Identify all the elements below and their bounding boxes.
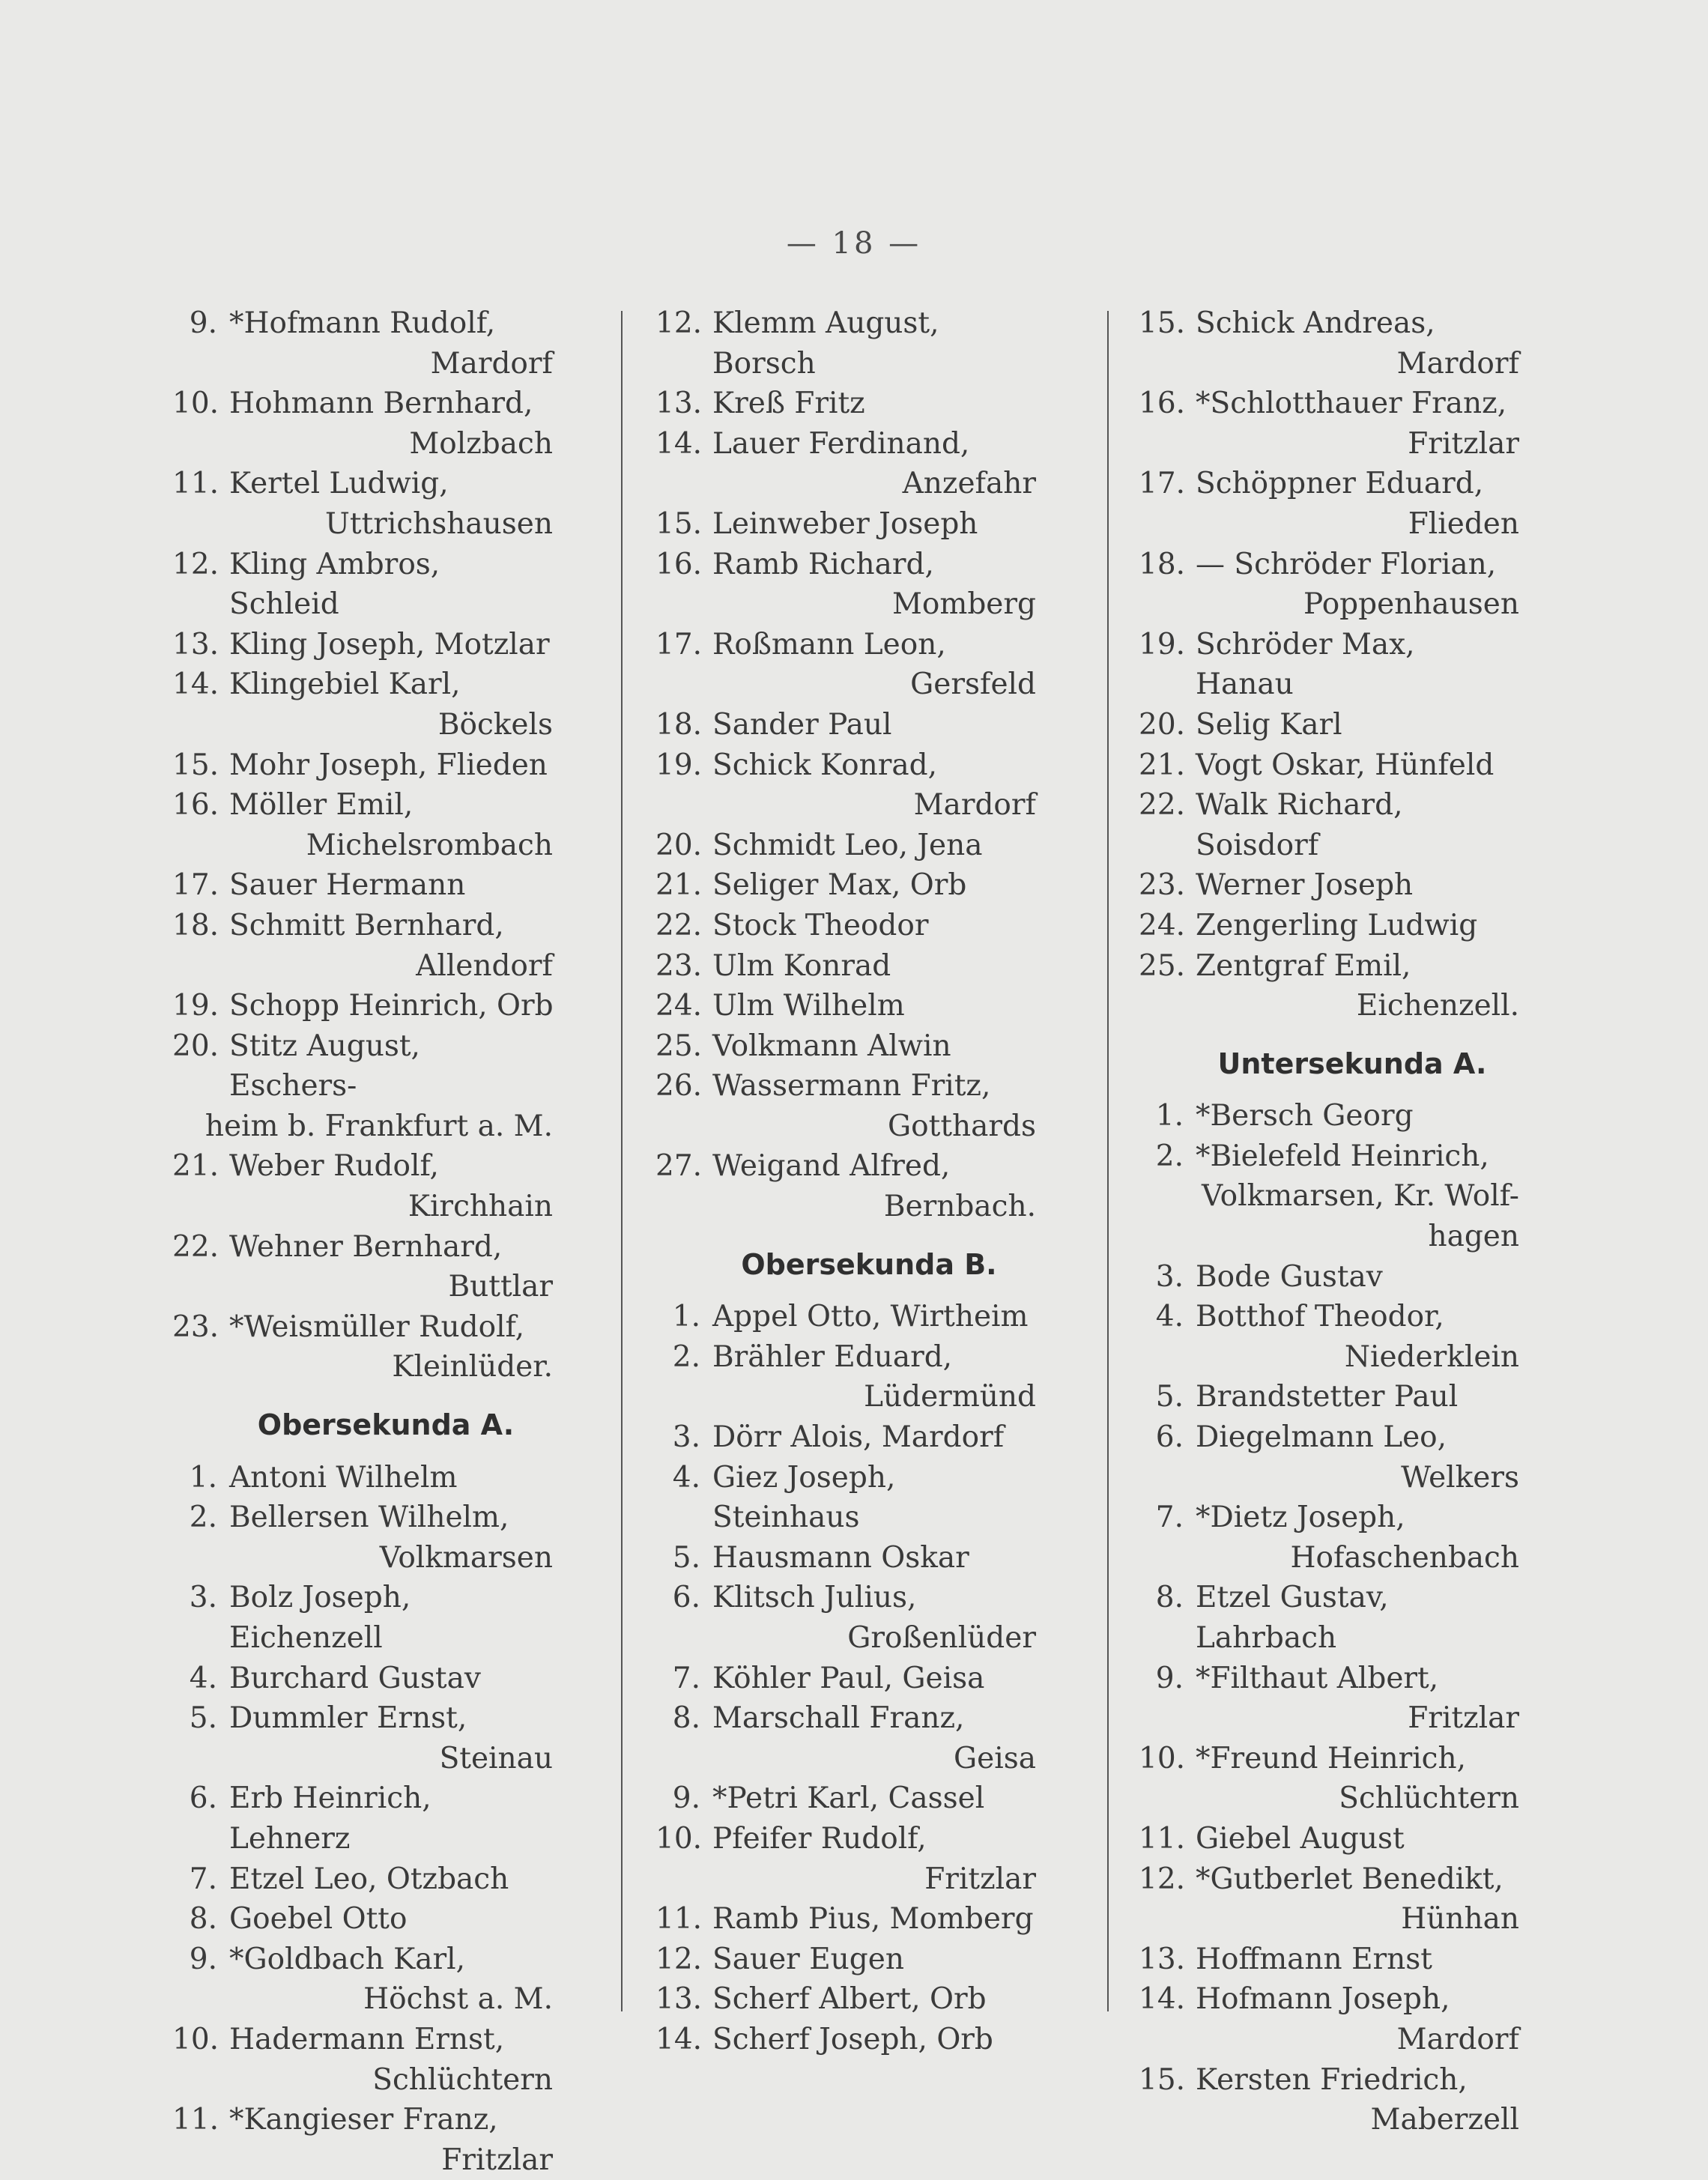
entry-number: 24. (1139, 908, 1186, 942)
column-1 (172, 303, 554, 2180)
entry-name: Dörr Alois, Mardorf (712, 1420, 1005, 1455)
entry-place: Momberg (891, 587, 1036, 622)
student-entry (655, 986, 1038, 1026)
entry-number: 3. (672, 1420, 700, 1455)
entry-place: Mardorf (430, 346, 553, 381)
entry-place: Flieden (1408, 506, 1519, 541)
student-entry (172, 625, 554, 665)
entry-number: 20. (655, 828, 703, 862)
entry-number: 6. (1155, 1420, 1184, 1455)
student-entry (1139, 1297, 1521, 1337)
student-entry (655, 625, 1038, 665)
entry-number: 21. (1139, 748, 1186, 782)
student-entry (172, 1859, 554, 1900)
entry-name: Goebel Otto (229, 1902, 408, 1937)
entry-name: Wassermann Fritz, (712, 1069, 991, 1103)
entry-number: 3. (189, 1581, 217, 1615)
entry-number: 11. (655, 1902, 703, 1937)
student-entry (172, 1498, 554, 1538)
entry-place: Uttrichshausen (324, 506, 553, 541)
student-entry (1139, 865, 1521, 906)
entry-name: Stock Theodor (712, 908, 929, 942)
entry-number: 10. (172, 387, 219, 421)
entry-number: 18. (655, 707, 703, 742)
student-entry (172, 2020, 554, 2060)
column-divider-2 (1107, 311, 1109, 2011)
entry-name: Scherf Joseph, Orb (712, 2022, 993, 2056)
entry-place: Eichenzell. (1356, 989, 1519, 1023)
student-entry (1139, 1859, 1521, 1900)
entry-name: Dummler Ernst, (229, 1701, 467, 1736)
entry-number: 12. (1139, 1862, 1186, 1896)
entry-number: 14. (1139, 1982, 1186, 2017)
entry-place: Welkers (1401, 1460, 1519, 1495)
entry-name: Brähler Eduard, (712, 1339, 953, 1374)
entry-number: 15. (655, 506, 703, 541)
student-entry (1139, 745, 1521, 786)
student-entry (1139, 1659, 1521, 1699)
entry-number: 11. (1139, 1821, 1186, 1856)
entry-name: Volkmann Alwin (712, 1029, 951, 1063)
entry-name: Antoni Wilhelm (229, 1460, 458, 1495)
student-entry (1139, 625, 1521, 705)
student-entry (172, 986, 554, 1026)
entry-place: Molzbach (409, 426, 553, 461)
section-heading: Obersekunda A. (257, 1408, 515, 1442)
entry-number: 13. (655, 387, 703, 421)
student-entry (655, 705, 1038, 745)
entry-name: Leinweber Joseph (712, 506, 978, 541)
entry-name: *Schlotthauer Franz, (1196, 387, 1507, 421)
student-entry (655, 826, 1038, 866)
student-entry (1139, 2060, 1521, 2101)
student-entry (655, 1066, 1038, 1106)
entry-name: *Petri Karl, Cassel (712, 1781, 985, 1816)
entry-number: 13. (655, 1982, 703, 2017)
entry-name: Schöppner Eduard, (1196, 467, 1484, 501)
entry-number: 1. (672, 1300, 700, 1334)
entry-place: Mardorf (913, 788, 1036, 823)
student-entry (655, 384, 1038, 424)
entry-place: Gotthards (888, 1109, 1036, 1143)
entry-number: 8. (672, 1701, 700, 1736)
student-entry (172, 1698, 554, 1739)
entry-name: — Schröder Florian, (1196, 547, 1497, 581)
entry-number: 2. (189, 1501, 217, 1535)
entry-number: 17. (172, 868, 219, 903)
student-entry (172, 2100, 554, 2140)
entry-name: *Gutberlet Benedikt, (1196, 1862, 1503, 1896)
student-entry (655, 1899, 1038, 1940)
entry-number: 16. (655, 547, 703, 581)
student-entry (1139, 384, 1521, 424)
entry-name: Walk Richard, Soisdorf (1196, 788, 1403, 862)
entry-number: 1. (189, 1460, 217, 1495)
entry-number: 1. (1155, 1099, 1184, 1133)
student-entry (655, 1538, 1038, 1578)
entry-number: 11. (172, 467, 219, 501)
entry-number: 24. (655, 989, 703, 1023)
entry-number: 2. (672, 1339, 700, 1374)
student-entry (655, 1026, 1038, 1067)
entry-place: Schlüchtern (372, 2062, 553, 2097)
entry-place: Volkmarsen (379, 1540, 553, 1575)
entry-place: Lüdermünd (864, 1380, 1036, 1414)
entry-place: Schlüchtern (1339, 1781, 1519, 1816)
entry-name: Hofmann Joseph, (1196, 1982, 1450, 2017)
student-entry (172, 785, 554, 826)
student-entry (655, 865, 1038, 906)
student-entry (655, 1337, 1038, 1378)
student-entry (655, 1698, 1038, 1739)
entry-name: Klemm August, Borsch (712, 306, 939, 381)
student-entry (172, 1307, 554, 1348)
entry-name: Schick Andreas, (1196, 306, 1435, 340)
student-entry (172, 1899, 554, 1940)
entry-place: Volkmarsen, Kr. Wolf- (1202, 1179, 1519, 1214)
student-entry (655, 1417, 1038, 1458)
student-entry (1139, 1377, 1521, 1417)
entry-number: 23. (655, 948, 703, 983)
entry-name: Kersten Friedrich, (1196, 2062, 1468, 2097)
student-entry (1139, 545, 1521, 585)
entry-name: Möller Emil, (229, 788, 414, 823)
entry-number: 22. (172, 1229, 219, 1264)
student-entry (1139, 1819, 1521, 1859)
student-entry (172, 1227, 554, 1268)
entry-name: Burchard Gustav (229, 1661, 481, 1695)
entry-name: Diegelmann Leo, (1196, 1420, 1447, 1455)
entry-number: 2. (1155, 1139, 1184, 1173)
entry-place: Geisa (954, 1741, 1036, 1775)
entry-number: 21. (172, 1149, 219, 1184)
entry-number: 9. (1155, 1661, 1184, 1695)
student-entry (1139, 705, 1521, 745)
student-entry (1139, 1096, 1521, 1136)
entry-number: 10. (1139, 1741, 1186, 1775)
student-entry (1139, 1136, 1521, 1177)
entry-name: Giebel August (1196, 1821, 1405, 1856)
entry-number: 10. (655, 1821, 703, 1856)
student-entry (172, 384, 554, 424)
student-entry (1139, 1498, 1521, 1538)
entry-name: Bode Gustav (1196, 1259, 1383, 1294)
entry-place: Michelsrombach (306, 828, 553, 862)
entry-number: 11. (172, 2103, 219, 2137)
entry-name: Hadermann Ernst, (229, 2022, 505, 2056)
entry-number: 3. (1155, 1259, 1184, 1294)
entry-name: Werner Joseph (1196, 868, 1414, 903)
entry-number: 9. (672, 1781, 700, 1816)
entry-name: Schröder Max, Hanau (1196, 627, 1415, 702)
entry-number: 20. (1139, 707, 1186, 742)
entry-place: Hofaschenbach (1290, 1540, 1519, 1575)
entry-name: Etzel Gustav, Lahrbach (1196, 1581, 1389, 1655)
entry-number: 14. (655, 2022, 703, 2056)
entry-place: Kirchhain (408, 1190, 553, 1224)
entry-number: 7. (1155, 1501, 1184, 1535)
entry-name: Sauer Eugen (712, 1942, 904, 1976)
entry-place: hagen (1428, 1220, 1519, 1254)
entry-name: *Freund Heinrich, (1196, 1741, 1467, 1775)
entry-name: Scherf Albert, Orb (712, 1982, 987, 2017)
entry-name: Brandstetter Paul (1196, 1380, 1459, 1414)
entry-place: Maberzell (1370, 2103, 1519, 2137)
entry-name: Erb Heinrich, Lehnerz (229, 1781, 431, 1856)
entry-number: 21. (655, 868, 703, 903)
entry-name: Weber Rudolf, (229, 1149, 439, 1184)
student-entry (655, 906, 1038, 946)
entry-name: Hoffmann Ernst (1196, 1942, 1432, 1976)
entry-place: Poppenhausen (1303, 587, 1519, 622)
student-entry (655, 1578, 1038, 1618)
entry-place: Allendorf (416, 948, 553, 983)
student-entry (172, 1458, 554, 1498)
entry-number: 13. (172, 627, 219, 661)
entry-name: Roßmann Leon, (712, 627, 946, 661)
student-entry (172, 745, 554, 786)
student-entry (172, 1940, 554, 1980)
student-entry (172, 303, 554, 344)
entry-number: 20. (172, 1029, 219, 1063)
entry-name: *Dietz Joseph, (1196, 1501, 1405, 1535)
entry-name: Appel Otto, Wirtheim (712, 1300, 1029, 1334)
entry-number: 9. (189, 306, 217, 340)
entry-number: 4. (1155, 1300, 1184, 1334)
entry-place: Buttlar (448, 1270, 553, 1304)
student-entry (1139, 906, 1521, 946)
entry-name: Schick Konrad, (712, 748, 937, 782)
entry-number: 5. (672, 1540, 700, 1575)
entry-number: 18. (172, 908, 219, 942)
student-entry (655, 1819, 1038, 1859)
student-entry (172, 1578, 554, 1658)
entry-name: Marschall Franz, (712, 1701, 965, 1736)
entry-number: 16. (1139, 387, 1186, 421)
entry-number: 6. (189, 1781, 217, 1816)
entry-number: 14. (655, 426, 703, 461)
entry-name: *Bielefeld Heinrich, (1196, 1139, 1489, 1173)
student-entry (172, 1778, 554, 1859)
entry-number: 19. (655, 748, 703, 782)
entry-number: 19. (1139, 627, 1186, 661)
page-number: — 18 — (786, 226, 922, 261)
entry-number: 26. (655, 1069, 703, 1103)
entry-place: Fritzlar (1408, 1701, 1519, 1736)
entry-number: 23. (172, 1309, 219, 1344)
entry-name: Köhler Paul, Geisa (712, 1661, 985, 1695)
student-entry (172, 664, 554, 705)
entry-place: Mardorf (1396, 2022, 1519, 2056)
entry-place: Höchst a. M. (363, 1982, 553, 2017)
entry-number: 12. (655, 1942, 703, 1976)
entry-place: Gersfeld (910, 667, 1036, 702)
student-entry (1139, 464, 1521, 504)
entry-name: Schmitt Bernhard, (229, 908, 504, 942)
entry-name: *Weismüller Rudolf, (229, 1309, 524, 1344)
entry-number: 5. (1155, 1380, 1184, 1414)
entry-number: 25. (655, 1029, 703, 1063)
entry-number: 13. (1139, 1942, 1186, 1976)
entry-place: Böckels (437, 707, 553, 742)
entry-name: Klingebiel Karl, (229, 667, 461, 702)
entry-name: *Hofmann Rudolf, (229, 306, 496, 340)
entry-place: Steinau (439, 1741, 553, 1775)
entry-name: Kertel Ludwig, (229, 467, 449, 501)
student-entry (655, 745, 1038, 786)
entry-place: Großenlüder (847, 1621, 1036, 1655)
entry-name: Ramb Pius, Momberg (712, 1902, 1034, 1937)
entry-place: Mardorf (1396, 346, 1519, 381)
entry-name: Kling Ambros, Schleid (229, 547, 440, 622)
entry-number: 17. (1139, 467, 1186, 501)
entry-name: Hausmann Oskar (712, 1540, 969, 1575)
student-entry (1139, 1578, 1521, 1658)
entry-name: Hohmann Bernhard, (229, 387, 533, 421)
entry-number: 4. (672, 1460, 700, 1495)
student-entry (655, 946, 1038, 987)
student-entry (655, 1979, 1038, 2020)
entry-place: Kleinlüder. (392, 1350, 553, 1384)
entry-place: heim b. Frankfurt a. M. (205, 1109, 553, 1143)
entry-name: Ulm Konrad (712, 948, 891, 983)
student-entry (172, 464, 554, 504)
entry-name: *Filthaut Albert, (1196, 1661, 1439, 1695)
entry-number: 7. (672, 1661, 700, 1695)
entry-place: Bernbach. (883, 1190, 1036, 1224)
entry-name: Zentgraf Emil, (1196, 948, 1411, 983)
column-2 (655, 303, 1038, 2060)
entry-name: Zengerling Ludwig (1196, 908, 1478, 942)
entry-number: 22. (1139, 788, 1186, 823)
entry-number: 15. (1139, 306, 1186, 340)
student-entry (1139, 1417, 1521, 1458)
entry-name: Ramb Richard, (712, 547, 934, 581)
student-entry (1139, 1979, 1521, 2020)
entry-name: Botthof Theodor, (1196, 1300, 1444, 1334)
student-entry (1139, 1739, 1521, 1779)
entry-number: 18. (1139, 547, 1186, 581)
entry-name: Mohr Joseph, Flieden (229, 748, 548, 782)
entry-place: Fritzlar (441, 2143, 553, 2177)
entry-name: Vogt Oskar, Hünfeld (1196, 748, 1494, 782)
entry-number: 25. (1139, 948, 1186, 983)
entry-number: 17. (655, 627, 703, 661)
entry-number: 15. (172, 748, 219, 782)
entry-number: 15. (1139, 2062, 1186, 2097)
entry-name: Kling Joseph, Motzlar (229, 627, 550, 661)
entry-name: Ulm Wilhelm (712, 989, 905, 1023)
student-entry (1139, 1257, 1521, 1298)
student-entry (1139, 303, 1521, 344)
entry-place: Anzefahr (902, 467, 1036, 501)
student-entry (1139, 1940, 1521, 1980)
entry-name: Schopp Heinrich, Orb (229, 989, 554, 1023)
student-entry (172, 1146, 554, 1187)
student-entry (1139, 946, 1521, 987)
entry-name: Weigand Alfred, (712, 1149, 951, 1184)
student-entry (172, 1659, 554, 1699)
entry-number: 23. (1139, 868, 1186, 903)
student-entry (655, 1778, 1038, 1819)
entry-name: Sander Paul (712, 707, 892, 742)
student-entry (655, 545, 1038, 585)
entry-name: Pfeifer Rudolf, (712, 1821, 927, 1856)
entry-name: Giez Joseph, Steinhaus (712, 1460, 896, 1535)
entry-name: Sauer Hermann (229, 868, 466, 903)
student-entry (172, 906, 554, 946)
section-heading: Untersekunda A. (1217, 1047, 1487, 1080)
student-entry (655, 1146, 1038, 1187)
entry-name: Bolz Joseph, Eichenzell (229, 1581, 411, 1655)
entry-name: *Kangieser Franz, (229, 2103, 498, 2137)
entry-number: 8. (1155, 1581, 1184, 1615)
entry-number: 10. (172, 2022, 219, 2056)
column-divider-1 (621, 311, 623, 2011)
student-entry (655, 424, 1038, 464)
entry-number: 19. (172, 989, 219, 1023)
entry-number: 16. (172, 788, 219, 823)
entry-number: 7. (189, 1862, 217, 1896)
entry-name: Selig Karl (1196, 707, 1342, 742)
section-heading: Obersekunda B. (741, 1247, 997, 1281)
entry-number: 12. (655, 306, 703, 340)
entry-name: Lauer Ferdinand, (712, 426, 970, 461)
entry-name: Bellersen Wilhelm, (229, 1501, 509, 1535)
entry-place: Niederklein (1344, 1339, 1519, 1374)
student-entry (655, 504, 1038, 545)
student-entry (655, 1458, 1038, 1538)
entry-name: Schmidt Leo, Jena (712, 828, 983, 862)
student-entry (172, 1026, 554, 1106)
student-entry (1139, 785, 1521, 865)
column-3 (1139, 303, 1521, 2140)
entry-number: 14. (172, 667, 219, 702)
student-entry (172, 545, 554, 625)
entry-name: Seliger Max, Orb (712, 868, 967, 903)
entry-place: Fritzlar (1408, 426, 1519, 461)
student-entry (655, 303, 1038, 384)
entry-name: Wehner Bernhard, (229, 1229, 503, 1264)
entry-number: 5. (189, 1701, 217, 1736)
entry-name: Stitz August, Eschers- (229, 1029, 420, 1103)
entry-place: Fritzlar (924, 1862, 1036, 1896)
entry-name: Kreß Fritz (712, 387, 865, 421)
entry-name: *Goldbach Karl, (229, 1942, 466, 1976)
entry-number: 8. (189, 1902, 217, 1937)
entry-number: 12. (172, 547, 219, 581)
entry-name: Etzel Leo, Otzbach (229, 1862, 509, 1896)
entry-number: 4. (189, 1661, 217, 1695)
student-entry (655, 1659, 1038, 1699)
student-entry (655, 1297, 1038, 1337)
entry-place: Hünhan (1401, 1902, 1519, 1937)
student-entry (655, 1940, 1038, 1980)
entry-number: 27. (655, 1149, 703, 1184)
entry-number: 6. (672, 1581, 700, 1615)
entry-number: 22. (655, 908, 703, 942)
student-entry (172, 865, 554, 906)
entry-name: Klitsch Julius, (712, 1581, 917, 1615)
entry-name: *Bersch Georg (1196, 1099, 1414, 1133)
student-entry (655, 2020, 1038, 2060)
entry-number: 9. (189, 1942, 217, 1976)
